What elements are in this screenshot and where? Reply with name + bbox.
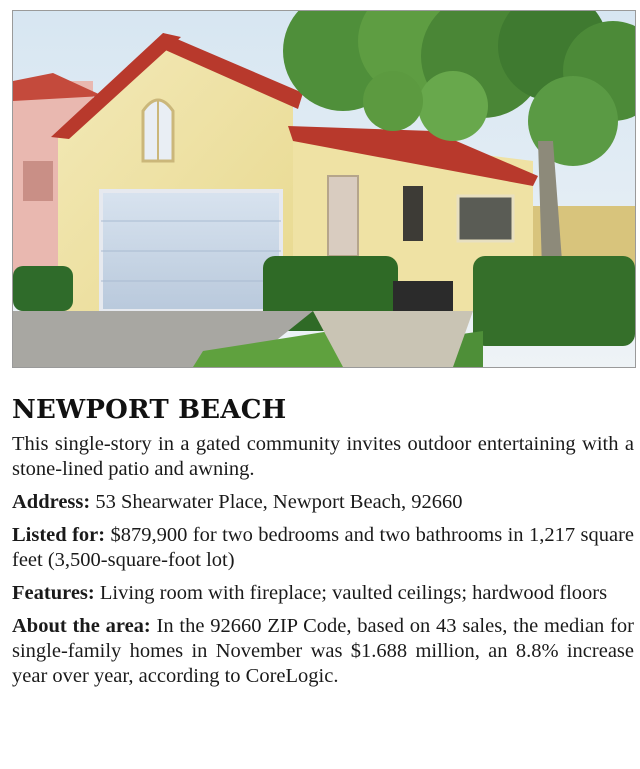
intro-paragraph: This single-story in a gated community invites outdoor entertaining with a stone-lined patio and awning. [12, 433, 634, 480]
area-paragraph [12, 614, 634, 689]
features-paragraph [12, 581, 634, 606]
address-value: 53 Shearwater Place, Newport Beach, 92660 [90, 491, 463, 513]
features-value: Living room with fireplace; vaulted ceilings; hardwood floors [94, 582, 608, 604]
address-paragraph [12, 490, 634, 515]
house-photo [12, 10, 636, 368]
area-value: In the 92660 ZIP Code, based on 43 sales, the median for single-family homes in November was $1.688 million, an 8.8% increase year over year, according to CoreLogic. [12, 615, 634, 687]
listed-paragraph [12, 523, 634, 573]
listed-value: $879,900 for two bedrooms and two bathrooms in 1,217 square feet (3,500-square-foot lot) [12, 524, 634, 571]
area-label: About the area: [12, 615, 151, 637]
listing-body [12, 432, 634, 697]
address-label: Address: [12, 491, 91, 513]
headline: NEWPORT BEACH [12, 395, 287, 425]
listed-label: Listed for: [12, 524, 106, 546]
features-label: Features: [12, 582, 95, 604]
